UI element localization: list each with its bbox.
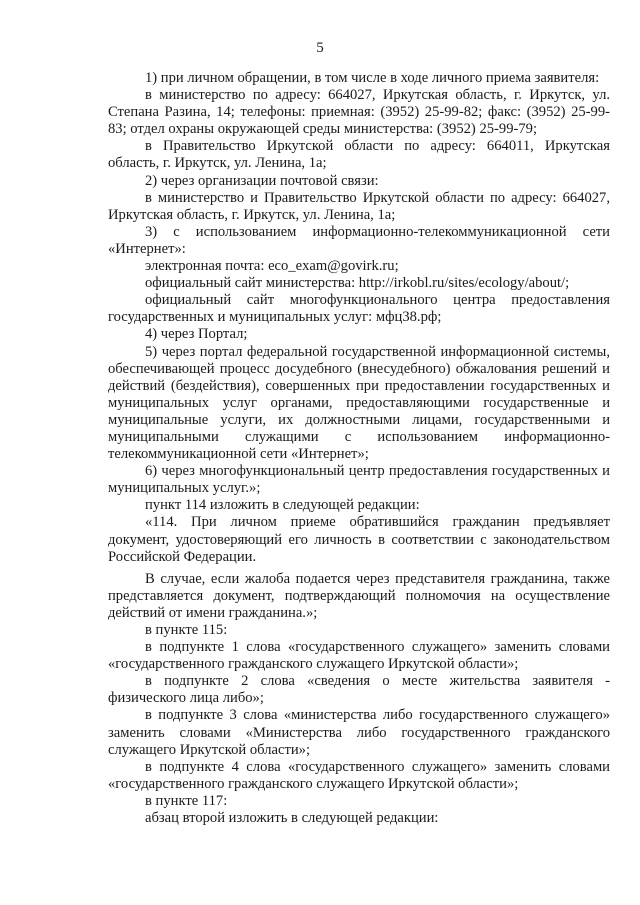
paragraph-item-1-personal-appeal: 1) при личном обращении, в том числе в ходе личного приема заявителя: [145, 70, 600, 86]
paragraph-subclause-3: в подпункте 3 слова «министерства либо государственного служащего» заменить словами «Министерства либо государственного гражданского служащего Иркутской области»; [108, 707, 610, 758]
paragraph-email: электронная почта: eco_exam@govirk.ru; [145, 258, 399, 275]
document-body [108, 70, 610, 827]
paragraph-subclause-2: в подпункте 2 слова «сведения о месте жительства заявителя - физического лица либо»; [108, 673, 610, 707]
paragraph-postal-address: в министерство и Правительство Иркутской области по адресу: 664027, Иркутская область, г. Иркутск, ул. Ленина, 1а; [108, 189, 610, 223]
paragraph-clause-115: в пункте 115: [145, 622, 228, 638]
paragraph-item-6-mfc: 6) через многофункциональный центр предоставления государственных и муниципальных услуг.»; [108, 463, 610, 497]
paragraph-item-4-portal: 4) через Портал; [145, 326, 248, 343]
paragraph-representative: В случае, если жалоба подается через представителя гражданина, также представляется документ, подтверждающий полномочия на осуществление действий от имени гражданина.»; [108, 570, 610, 621]
paragraph-clause-114-intro: пункт 114 изложить в следующей редакции: [145, 497, 420, 514]
paragraph-item-5-federal-portal: 5) через портал федеральной государственной информационной системы, обеспечивающей процесс досудебного (внесудебного) обжалования решений и действий (бездействия), совершенных при предоставлении государственных и муниципальных услуг органами, предоставляющими государственные и муниципальные услуги, их должностными лицами, государственными и муниципальными служащими с использованием информационно-телекоммуникационной сети «Интернет»; [108, 343, 610, 463]
paragraph-item-2-postal: 2) через организации почтовой связи: [145, 172, 379, 189]
paragraph-second-subparagraph: абзац второй изложить в следующей редакции: [145, 810, 439, 827]
paragraph-subclause-1: в подпункте 1 слова «государственного служащего» заменить словами «государственного гражданского служащего Иркутской области»; [108, 639, 610, 673]
paragraph-government-address: в Правительство Иркутской области по адресу: 664011, Иркутская область, г. Иркутск, ул. Ленина, 1а; [108, 138, 610, 172]
paragraph-item-3-internet: 3) с использованием информационно-телекоммуникационной сети «Интернет»: [108, 223, 610, 257]
paragraph-clause-114-text: «114. При личном приеме обратившийся гражданин предъявляет документ, удостоверяющий его личность в соответствии с законодательством Российской Федерации. [108, 514, 610, 565]
paragraph-mfc-website: официальный сайт многофункционального центра предоставления государственных и муниципальных услуг: мфц38.рф; [108, 292, 610, 326]
page-number: 5 [316, 40, 324, 56]
paragraph-ministry-address: в министерство по адресу: 664027, Иркутская область, г. Иркутск, ул. Степана Разина, 14; телефоны: приемная: (3952) 25-99-82; факс: (3952) 25-99-83; отдел охраны окружающей среды министерства: (3952) 25-99-79; [108, 87, 610, 138]
paragraph-subclause-4: в подпункте 4 слова «государственного служащего» заменить словами «государственного гражданского служащего Иркутской области»; [108, 758, 610, 792]
paragraph-clause-117: в пункте 117: [145, 792, 228, 809]
paragraph-ministry-website: официальный сайт министерства: http://irkobl.ru/sites/ecology/about/; [145, 275, 570, 292]
